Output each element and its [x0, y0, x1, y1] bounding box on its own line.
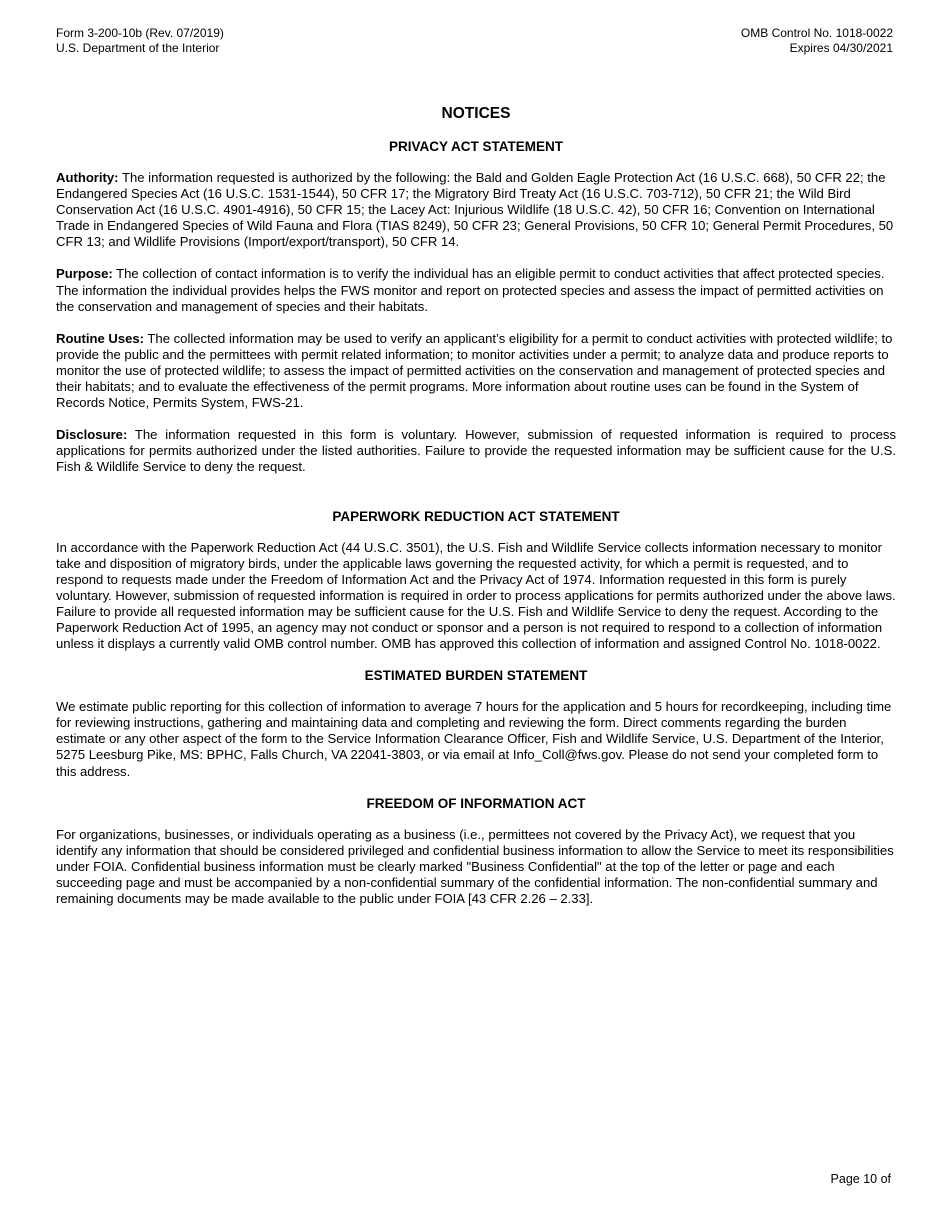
page-number: Page 10 of	[830, 1172, 891, 1186]
paperwork-reduction-text: In accordance with the Paperwork Reduction Act (44 U.S.C. 3501), the U.S. Fish and Wildlife Service collects information necessary to monitor take and disposition of migratory birds, under the applicable laws governing the requested activity, for which a permit is requested, and to respond to requests made under the Freedom of Information Act and the Privacy Act of 1974. Information requested in this form is purely voluntary. However, submission of requested information is required in order to process applications for permits authorized under the above laws. Failure to provide all requested information may be sufficient cause for the U.S. Fish and Wildlife Service to deny the request. According to the Paperwork Reduction Act of 1995, an agency may not conduct or sponsor and a person is not required to respond to a collection of information unless it displays a currently valid OMB control number. OMB has approved this collection of information and assigned Control No. 1018-0022.	[56, 539, 896, 652]
estimated-burden-heading: ESTIMATED BURDEN STATEMENT	[364, 668, 588, 684]
disclosure-label: Disclosure:	[56, 427, 128, 443]
disclosure-text: The information requested in this form is voluntary. However, submission of requested information is required to process applications for permits authorized under the listed authorities. Failure to provide the requested information may be sufficient cause for the U.S. Fish & Wildlife Service to deny the request.	[56, 427, 896, 475]
expiration-date: Expires 04/30/2021	[789, 41, 893, 55]
form-header-right	[741, 26, 893, 56]
form-number: Form 3-200-10b (Rev. 07/2019)	[56, 26, 224, 40]
authority-label: Authority:	[56, 170, 119, 185]
estimated-burden-text: We estimate public reporting for this collection of information to average 7 hours for the application and 5 hours for recordkeeping, including time for reviewing instructions, gathering and maintaining data and completing and reviewing the form. Direct comments regarding the burden estimate or any other aspect of the form to the Service Information Clearance Officer, Fish and Wildlife Service, U.S. Department of the Interior, 5275 Leesburg Pike, MS: BPHC, Falls Church, VA 22041-3803, or via email at Info_Coll@fws.gov. Please do not send your completed form to this address.	[56, 699, 892, 779]
routine-uses-text: The collected information may be used to verify an applicant’s eligibility for a permit to conduct activities with protected wildlife; to provide the public and the permittees with permit related information; to monitor activities under a permit; to analyze data and produce reports to monitor the use of protected wildlife; to assess the impact of permitted activities on the conservation and management of protected species and their habitats; and to evaluate the effectiveness of the permit programs. More information about routine uses can be found in the System of Records Notice, Permits System, FWS-21.	[56, 330, 893, 411]
authority-text: The information requested is authorized by the following: the Bald and Golden Eagle Protection Act (16 U.S.C. 668), 50 CFR 22; the Endangered Species Act (16 U.S.C. 1531-1544), 50 CFR 17; the Migratory Bird Treaty Act (16 U.S.C. 703-712), 50 CFR 21; the Wild Bird Conservation Act (16 U.S.C. 4901-4916), 50 CFR 15; the Lacey Act: Injurious Wildlife (18 U.S.C. 42), 50 CFR 16; Convention on International Trade in Endangered Species of Wild Fauna and Flora (TIAS 8249), 50 CFR 23; General Provisions, 50 CFR 10; General Permit Procedures, 50 CFR 13; and Wildlife Provisions (Import/export/transport), 50 CFR 14.	[56, 170, 894, 250]
notices-content	[56, 104, 896, 907]
page-title: NOTICES	[441, 105, 511, 122]
purpose-text: The collection of contact information is to verify the individual has an eligible permit to conduct activities that affect protected species. The information the individual provides helps the FWS monitor and report on protected species and assess the impact of permitted activities on the conservation and management of species and their habitats.	[56, 266, 885, 314]
routine-uses-label: Routine Uses:	[56, 330, 145, 346]
purpose-paragraph	[56, 266, 896, 314]
authority-paragraph	[56, 170, 896, 250]
foia-heading: FREEDOM OF INFORMATION ACT	[366, 795, 586, 811]
routine-uses-paragraph	[56, 331, 896, 411]
paperwork-reduction-heading: PAPERWORK REDUCTION ACT STATEMENT	[332, 508, 620, 524]
form-header-left	[56, 26, 224, 56]
privacy-act-heading: PRIVACY ACT STATEMENT	[388, 139, 563, 154]
disclosure-paragraph	[56, 427, 896, 475]
department-name: U.S. Department of the Interior	[56, 41, 220, 55]
omb-control-number: OMB Control No. 1018-0022	[740, 26, 893, 40]
purpose-label: Purpose:	[56, 266, 113, 282]
foia-text: For organizations, businesses, or individuals operating as a business (i.e., permittees not covered by the Privacy Act), we request that you identify any information that should be considered privileged and confidential business information to allow the Service to meet its responsibilities under FOIA. Confidential business information must be clearly marked "Business Confidential" at the top of the letter or page and each succeeding page and must be accompanied by a non-confidential summary of the confidential information. The non-confidential summary and remaining documents may be made available to the public under FOIA [43 CFR 2.26 – 2.33].	[56, 826, 894, 906]
